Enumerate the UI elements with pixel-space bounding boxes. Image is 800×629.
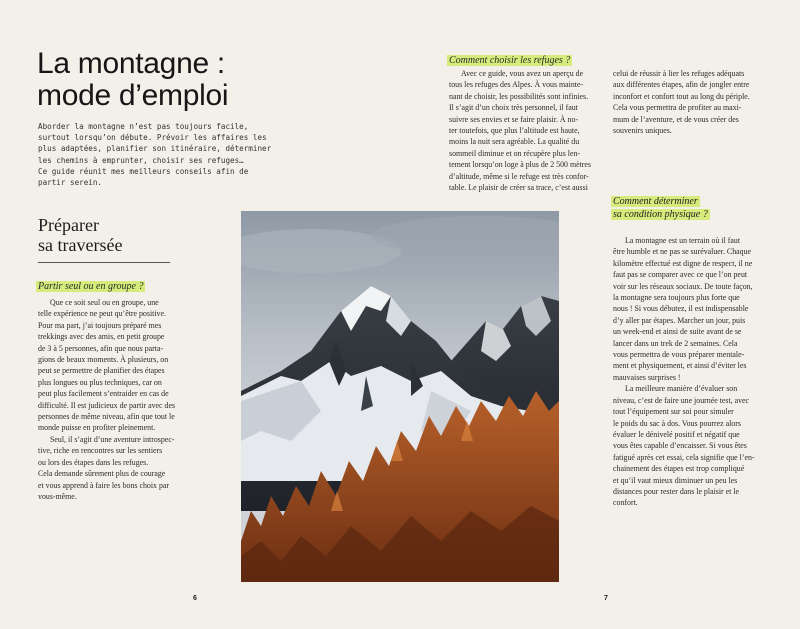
q2-heading (447, 50, 572, 68)
body-line: Avec ce guide, vous avez un aperçu de (461, 69, 584, 78)
title-line-2: mode d’emploi (37, 79, 229, 112)
body-line: d’y aller par étapes. Marcher un jour, puis (613, 315, 746, 325)
body-line: vous permettra de vous préparer mentale- (613, 350, 745, 360)
section-heading-line-2: sa traversée (38, 235, 123, 255)
body-line: suivre ses envies et se faire plaisir. À no- (449, 114, 579, 124)
body-line: chainement des étapes est trop compliqué (613, 464, 745, 474)
body-line: ou lors des étapes dans les refuges. (38, 457, 149, 467)
q3-heading-line-1 (611, 196, 710, 209)
q2-body-col2 (613, 68, 768, 136)
body-line: Cela demande sûrement plus de courage (38, 469, 166, 479)
body-line: et vous apprend à faire les bons choix par (38, 480, 170, 490)
body-line: celui de réussir à lier les refuges adéquats (613, 69, 745, 78)
body-line: personnes de même niveau, afin que tout le (38, 412, 175, 422)
body-line: inconfort et confort tout au long du périple. (613, 91, 750, 101)
title-line-1: La montagne : (37, 47, 225, 80)
intro-line: plus adaptées, planifier son itinéraire, déterminer (38, 144, 272, 154)
body-line: évaluer le dénivelé positif et négatif que (613, 429, 740, 439)
body-line: la montagne sera toujours plus forte que (613, 293, 740, 303)
body-line: ter toutefois, que plus l’altitude est haute, (449, 126, 580, 136)
q3-heading-line-2 (611, 209, 710, 222)
body-line: La montagne est un terrain où il faut (625, 236, 741, 245)
body-line: Pour ma part, j’ai toujours préparé mes (38, 320, 162, 330)
body-line: monde puisse en profiter pleinement. (38, 423, 156, 433)
section-heading-line-1: Préparer (38, 215, 99, 235)
body-line: vous-même. (38, 491, 77, 501)
body-line: niveau, c’est de faire une journée test, avec (613, 395, 750, 405)
body-line: d’altitude, même si le refuge est très confor- (449, 171, 589, 181)
body-line: tive, riche en rencontres sur les sentiers (38, 446, 163, 456)
page-title (37, 48, 317, 112)
body-line: nous ! Si vous débutez, il est indispensable (613, 304, 749, 314)
body-line: difficulté. Il est judicieux de partir avec des (38, 400, 176, 410)
section-divider (38, 262, 170, 263)
body-line: mauvaises surprises ! (613, 372, 681, 382)
body-line: telle expérience ne peut qu’être positive. (38, 309, 166, 319)
body-line: vous êtes capable d’encaisser. Si vous êtes (613, 441, 747, 451)
page-number-right: 7 (604, 595, 608, 602)
body-line: La meilleure manière d’évaluer son (625, 384, 738, 394)
body-line: fatigué après cet essai, cela signifie que l’en- (613, 452, 755, 462)
intro-line: Ce guide réunit mes meilleurs conseils afin de (38, 166, 249, 176)
body-line: souvenirs uniques. (613, 126, 672, 136)
body-line: tement lorsqu’on loge à plus de 2 500 mètres (449, 160, 592, 170)
body-line: trekkings avec des amis, en petit groupe (38, 332, 165, 342)
body-line: peut plus facilement s’entraider en cas de (38, 389, 169, 399)
body-line: Seul, il s’agit d’une aventure introspec- (50, 434, 175, 444)
body-line: lancer dans un trek de 2 semaines. Cela (613, 338, 738, 348)
body-line: peut se permettre de planifier des étapes (38, 366, 165, 376)
body-line: voir sur les réseaux sociaux. De toute façon, (613, 281, 753, 291)
body-line: le poids du sac à dos. Vous pourrez alors (613, 418, 741, 428)
body-line: sommeil diminue et on récupère plus len- (449, 148, 581, 158)
mountain-photo (241, 211, 559, 582)
mountain-illustration (241, 211, 559, 582)
q2-heading-text: Comment choisir les refuges ? (449, 55, 571, 66)
body-line: ment et physiquement, et ainsi d’éviter les (613, 361, 747, 371)
body-line: plus longues ou plus techniques, car on (38, 377, 162, 387)
q3-heading-text-2: sa condition physique ? (613, 208, 708, 220)
body-line: et qu’il vaut mieux diminuer un peu les (613, 475, 738, 485)
body-line: distances pour rester dans le plaisir et le (613, 486, 739, 496)
body-line: Que ce soit seul ou en groupe, une (50, 298, 159, 307)
q1-heading-text: Partir seul ou en groupe ? (38, 281, 144, 292)
body-line: aux différentes étapes, afin de jongler entre (613, 80, 750, 90)
q3-heading (611, 196, 710, 221)
body-line: table. Le plaisir de créer sa trace, c’est aussi (449, 183, 588, 193)
intro-line: les chemins à emprunter, choisir ses refuges… (38, 155, 244, 165)
intro-line: Aborder la montagne n’est pas toujours facile, (38, 122, 249, 131)
section-heading (38, 215, 188, 255)
q2-body-col1 (449, 68, 604, 193)
intro-line: partir serein. (38, 178, 103, 188)
intro-line: surtout lorsqu’on débute. Prévoir les affaires les (38, 133, 267, 143)
body-line: mum de l’aventure, et de vous créer des (613, 114, 739, 124)
q3-body (613, 235, 773, 509)
q1-heading (36, 276, 145, 294)
body-line: kilomètre effectué est digne de respect, il ne (613, 258, 753, 268)
page-number-left: 6 (193, 595, 197, 602)
body-line: un week-end et ainsi de suite avant de se (613, 327, 742, 337)
body-line: Cela vous permettra de profiter au maxi- (613, 103, 742, 113)
body-line: confort. (613, 498, 638, 508)
intro-paragraph (38, 121, 270, 188)
body-line: tous les refuges des Alpes. À vous mainte- (449, 80, 584, 90)
body-line: moins la nuit sera agréable. La qualité du (449, 137, 580, 147)
body-line: faut pas se comparer avec ce que l’on peut (613, 270, 748, 280)
body-line: tout l’équipement sur soi pour simuler (613, 407, 734, 417)
body-line: gions de beaux moments. À plusieurs, on (38, 355, 169, 365)
q1-body (38, 297, 190, 502)
q3-heading-text-1: Comment déterminer (613, 196, 698, 207)
body-line: Il s’agit d’un choix très personnel, il faut (449, 103, 578, 113)
body-line: être humble et ne pas se surévaluer. Chaque (613, 247, 752, 257)
body-line: nant de choisir, les possibilités sont infinies. (449, 91, 589, 101)
body-line: de 3 à 5 personnes, afin que nous parta- (38, 343, 164, 353)
